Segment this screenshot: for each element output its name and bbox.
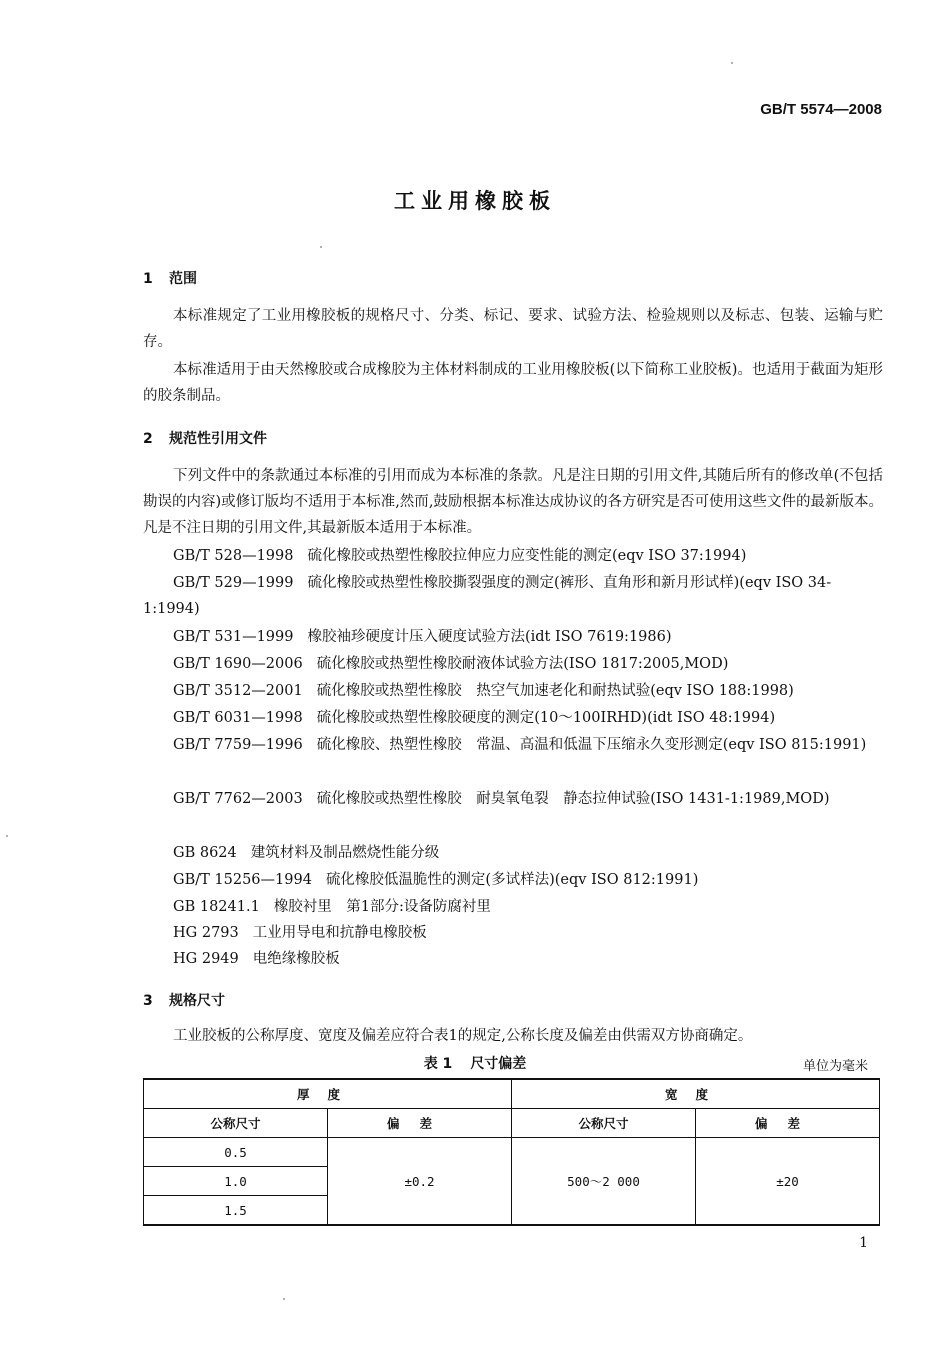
scan-speck [6,835,8,837]
section-1-paragraph-2: 本标准适用于由天然橡胶或合成橡胶为主体材料制成的工业用橡胶板(以下简称工业胶板)。也适用于截面为矩形的胶条制品。 [143,362,883,404]
reference-title: 硫化橡胶或热塑性橡胶撕裂强度的测定(裤形、直角形和新月形试样)(eqv ISO 34-1:1994) [143,575,832,617]
reference-item [143,543,883,569]
table-caption-number: 表 1 [423,1056,453,1072]
width-group-header: 宽度 [512,1079,880,1109]
reference-title: 工业用导电和抗静电橡胶板 [252,925,427,941]
section-2-heading [143,428,267,448]
reference-title: 硫化橡胶、热塑性橡胶 常温、高温和低温下压缩永久变形测定(eqv ISO 815:1991) [316,737,867,753]
reference-code: GB 18241.1 [173,899,260,915]
reference-title: 硫化橡胶或热塑性橡胶拉伸应力应变性能的测定(eqv ISO 37:1994) [307,548,747,564]
width-tolerance-cell: ±20 [696,1138,880,1226]
reference-code: GB/T 528—1998 [173,548,294,564]
standard-code: GB/T 5574—2008 [760,101,882,118]
reference-code: HG 2949 [173,951,239,967]
section-number: 3 [143,993,153,1009]
section-1-heading [143,268,197,288]
reference-item [143,732,883,758]
reference-item [143,786,883,812]
reference-item [143,840,883,866]
section-number: 1 [143,271,153,287]
scan-speck [320,246,322,248]
reference-title: 硫化橡胶或热塑性橡胶 耐臭氧龟裂 静态拉伸试验(ISO 1431-1:1989,MOD) [316,791,830,807]
thickness-nominal-header: 公称尺寸 [144,1109,328,1138]
section-3-heading [143,990,225,1010]
reference-code: GB/T 6031—1998 [173,710,303,726]
reference-code: GB/T 3512—2001 [173,683,303,699]
reference-item [143,867,883,893]
reference-title: 橡胶袖珍硬度计压入硬度试验方法(idt ISO 7619:1986) [307,629,672,645]
thickness-tolerance-header: 偏差 [328,1109,512,1138]
reference-title: 硫化橡胶或热塑性橡胶 热空气加速老化和耐热试验(eqv ISO 188:1998) [316,683,794,699]
section-3-paragraph-1: 工业胶板的公称厚度、宽度及偏差应符合表1的规定,公称长度及偏差由供需双方协商确定。 [173,1028,753,1044]
table-row [144,1138,880,1167]
thickness-nominal-cell: 0.5 [144,1138,328,1167]
reference-item [143,570,883,622]
reference-title: 硫化橡胶或热塑性橡胶耐液体试验方法(ISO 1817:2005,MOD) [316,656,729,672]
table-caption-title: 尺寸偏差 [470,1056,527,1072]
reference-title: 建筑材料及制品燃烧性能分级 [250,845,440,861]
section-1-paragraph-1: 本标准规定了工业用橡胶板的规格尺寸、分类、标记、要求、试验方法、检验规则以及标志、包装、运输与贮存。 [143,308,883,350]
width-nominal-cell: 500～2 000 [512,1138,696,1226]
dimension-tolerance-table [143,1078,880,1226]
table-header-row [144,1079,880,1109]
reference-item [143,651,883,677]
reference-title: 硫化橡胶或热塑性橡胶硬度的测定(10～100IRHD)(idt ISO 48:1994) [316,710,776,726]
reference-code: GB/T 529—1999 [173,575,294,591]
reference-item [143,894,883,920]
reference-item [143,705,883,731]
reference-item [143,624,883,650]
reference-title: 硫化橡胶低温脆性的测定(多试样法)(eqv ISO 812:1991) [325,872,699,888]
reference-code: GB/T 1690—2006 [173,656,303,672]
page-number: 1 [859,1235,868,1251]
reference-title: 橡胶衬里 第1部分:设备防腐衬里 [273,899,491,915]
reference-code: GB/T 531—1999 [173,629,294,645]
reference-code: GB/T 15256—1994 [173,872,312,888]
table-subheader-row [144,1109,880,1138]
section-2-paragraph-1: 下列文件中的条款通过本标准的引用而成为本标准的条款。凡是注日期的引用文件,其随后所有的修改单(不包括勘误的内容)或修订版均不适用于本标准,然而,鼓励根据本标准达成协议的各方研究是否可使用这些文件的最新版本。凡是不注日期的引用文件,其最新版本适用于本标准。 [143,468,883,536]
reference-code: GB 8624 [173,845,237,861]
reference-title: 电绝缘橡胶板 [252,951,340,967]
reference-code: GB/T 7759—1996 [173,737,303,753]
section-number: 2 [143,431,153,447]
scan-speck [283,1298,285,1300]
reference-code: GB/T 7762—2003 [173,791,303,807]
reference-code: HG 2793 [173,925,239,941]
scan-speck [731,62,733,64]
width-nominal-header: 公称尺寸 [512,1109,696,1138]
width-tolerance-header: 偏差 [696,1109,880,1138]
section-title: 规范性引用文件 [169,431,267,447]
section-title: 规格尺寸 [169,993,225,1009]
thickness-group-header: 厚度 [144,1079,512,1109]
thickness-nominal-cell: 1.0 [144,1167,328,1196]
table-unit: 单位为毫米 [802,1059,868,1074]
reference-item [143,678,883,704]
thickness-tolerance-cell: ±0.2 [328,1138,512,1226]
document-title: 工业用橡胶板 [394,189,556,213]
thickness-nominal-cell: 1.5 [144,1196,328,1226]
section-title: 范围 [169,271,197,287]
reference-item [143,946,883,972]
reference-item [143,920,883,946]
